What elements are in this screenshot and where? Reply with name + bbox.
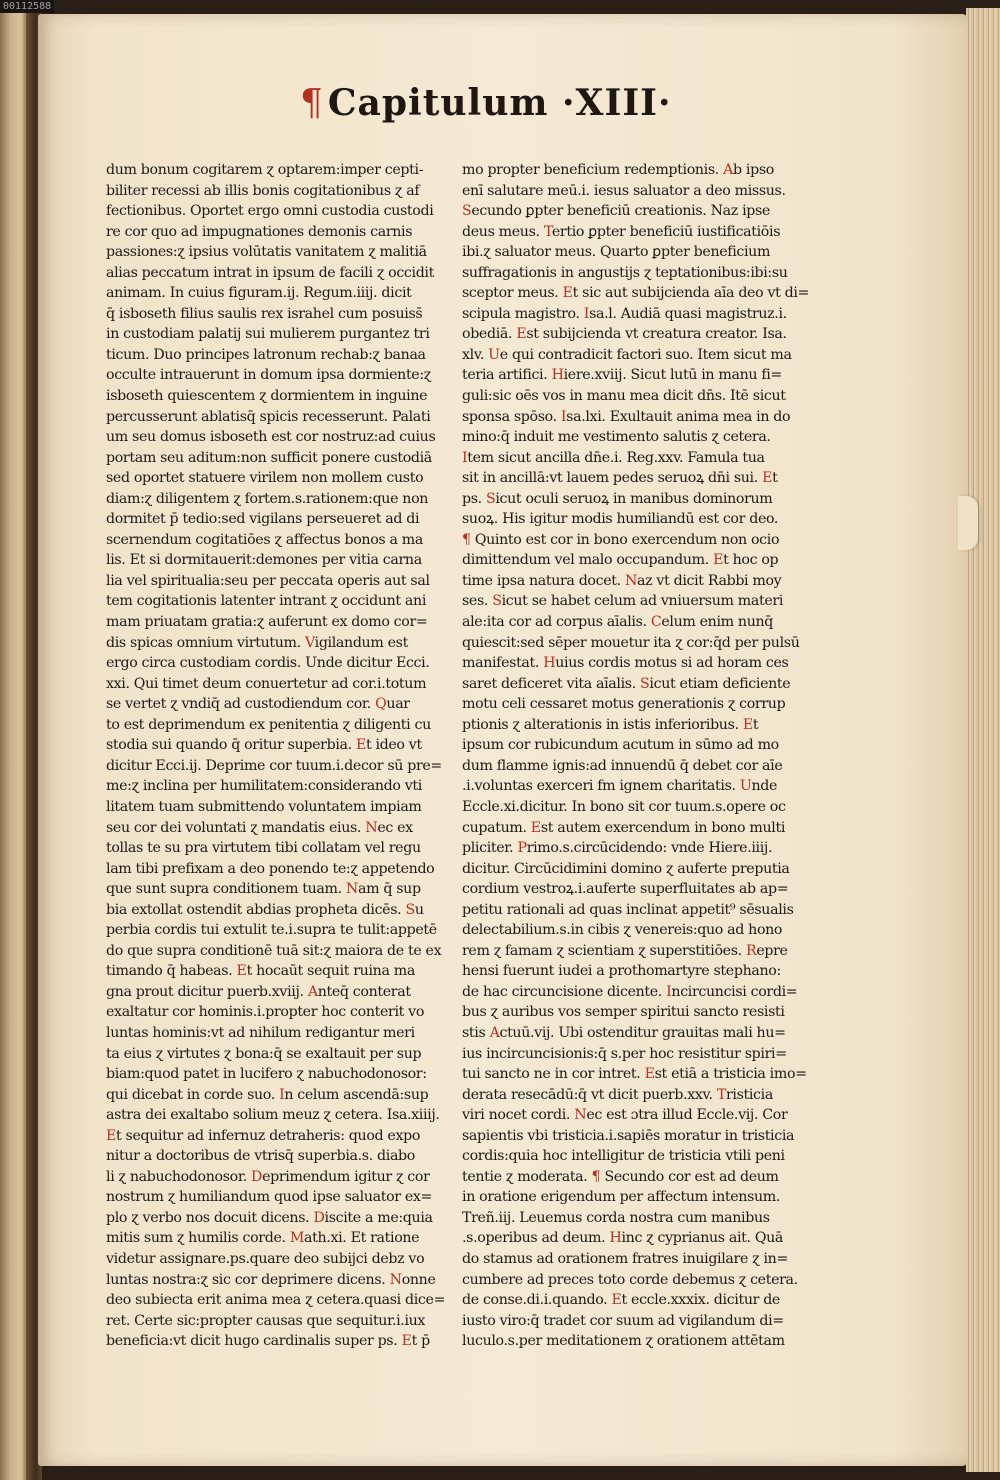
rubric-initial: N: [574, 1107, 587, 1124]
rubric-initial: D: [251, 1168, 263, 1185]
text-line: ps. Sicut oculi seruoꝝ in manibus dominorum: [462, 490, 773, 507]
text-line: mo propter beneficium redemptionis. Ab ipso: [462, 162, 774, 178]
text-line: deo subiecta erit anima mea ɀ cetera.quasi dice=: [106, 1292, 446, 1309]
text-line: ibi.ɀ saluator meus. Quarto ꝑpter beneficium: [462, 244, 771, 261]
text-line: enī salutare meū.i. iesus saluator a deo missus.: [462, 182, 786, 199]
rubric-initial: I: [279, 1086, 285, 1103]
rubric-initial: E: [713, 552, 724, 569]
text-line: stodia sui quando q̄ oritur superbia. Et ideo vt: [106, 737, 422, 754]
text-line: Secundo ꝑpter beneficiū creationis. Naz ipse: [462, 203, 770, 220]
rubric-initial: E: [236, 963, 247, 980]
rubric-initial: M: [289, 1230, 305, 1247]
rubric-initial: V: [304, 634, 315, 651]
rubric-initial: Q: [375, 696, 387, 713]
text-line: obediā. Est subijcienda vt creatura creator. Isa.: [462, 326, 787, 343]
text-line: deus meus. Tertio ꝑpter beneficiū iustificatiōis: [462, 223, 781, 240]
text-line: bia extollat ostendit abdias propheta dicēs. Su: [106, 901, 424, 918]
text-line: pliciter. Primo.s.circūcidendo: vnde Hiere.iiij.: [462, 840, 773, 857]
text-line: delectabilium.s.in cibis ɀ venereis:quo ad hono: [462, 922, 783, 939]
rubric-initial: T: [716, 1086, 726, 1103]
text-line: scernendum cogitatiōes ɀ affectus bonos a ma: [106, 531, 423, 548]
rubric-initial: A: [723, 162, 734, 178]
text-line: dormitet p̄ tedio:sed vigilans perseueret ad di: [106, 511, 420, 528]
text-line: derata resecādū:q̄ vt dicit puerb.xxv. Tristicia: [462, 1086, 773, 1103]
text-line: saret deficeret vita aīalis. Sicut etiam deficiente: [462, 675, 791, 692]
text-line: luntas hominis:vt ad nihilum redigantur meri: [106, 1024, 415, 1041]
text-line: de hac circuncisione dicente. Incircuncisi cordi=: [462, 983, 798, 1000]
rubric-initial: I: [462, 449, 468, 466]
text-line: quiescit:sed sēper mouetur ita ɀ cor:q̄d per pulsū: [462, 634, 800, 651]
text-line: lis. Et si dormitauerit:demones per vitia carna: [106, 552, 422, 569]
text-line: ta eius ɀ virtutes ɀ bona:q̄ se exaltauit per sup: [106, 1045, 422, 1062]
rubric-initial: P: [517, 840, 527, 857]
text-line: ptionis ɀ alterationis in istis inferioribus. Et: [462, 716, 759, 733]
text-line: mam priuatam gratia:ɀ auferunt ex domo cor=: [106, 614, 428, 631]
text-line: petitu rationali ad quas inclinat appetit⁹ sēsualis: [462, 901, 794, 918]
rubric-initial: D: [313, 1209, 325, 1226]
text-line: luntas nostra:ɀ sic cor deprimere dicens. Nonne: [106, 1271, 436, 1288]
rubric-initial: E: [762, 470, 773, 487]
text-line: ticum. Duo principes latronum rechab:ɀ banaa: [106, 346, 426, 363]
text-line: astra dei exaltabo solium meuz ɀ cetera. Isa.xiiij.: [106, 1107, 440, 1124]
text-line: videtur assignare.ps.quare deo subijci debz vo: [106, 1250, 425, 1267]
text-line: manifestat. Huius cordis motus si ad horam ces: [462, 655, 789, 672]
rubric-initial: H: [543, 655, 556, 672]
text-line: tui sancto ne in cor intret. Est etiā a tristicia imo=: [462, 1066, 807, 1083]
pilcrow-mark: ¶: [300, 83, 324, 124]
text-line: xlv. Ue qui contradicit factori suo. Item sicut ma: [462, 346, 792, 363]
text-line: beneficia:vt dicit hugo cardinalis super ps. Et p̄: [106, 1333, 430, 1350]
text-line: sponsa spōso. Isa.lxi. Exultauit anima mea in do: [462, 408, 791, 425]
text-line: .s.operibus ad deum. Hinc ɀ cyprianus ait. Quā: [462, 1230, 784, 1247]
previous-leaf-text: [2, 150, 26, 1200]
text-line: de conse.di.i.quando. Et eccle.xxxix. dicitur de: [462, 1292, 780, 1309]
text-line: mitis sum ɀ humilis corde. Math.xi. Et ratione: [106, 1230, 420, 1247]
text-line: que sunt supra conditionem tuam. Nam q̄ sup: [106, 881, 421, 898]
text-line: cupatum. Est autem exercendum in bono multi: [462, 819, 786, 836]
rubric-initial: A: [307, 983, 318, 1000]
text-line: lam tibi prefixam a deo ponendo te:ɀ appetendo: [106, 860, 435, 877]
text-line: dicitur Ecci.ij. Deprime cor tuum.i.decor sū pre=: [106, 757, 442, 774]
text-line: motu celi cessaret motus generationis ɀ corrup: [462, 696, 786, 713]
text-line: ergo circa custodiam cordis. Unde dicitur Ecci.: [106, 655, 430, 672]
rubric-initial: S: [405, 901, 415, 918]
text-line: bus ɀ auribus vos semper spiritui sancto resisti: [462, 1004, 785, 1021]
text-line: sceptor meus. Et sic aut subijcienda aīa deo vt di=: [462, 285, 810, 302]
text-line: dis spicas omnium virtutum. Vigilandum est: [106, 634, 408, 651]
text-line: time ipsa natura docet. Naz vt dicit Rabbi moy: [462, 572, 782, 589]
text-line: sed oportet statuere virilem non mollem custo: [106, 470, 424, 487]
text-line: isboseth quiescentem ɀ dormientem in inguine: [106, 388, 428, 405]
rubric-initial: E: [401, 1333, 412, 1350]
text-line: biliter recessi ab illis bonis cogitationibus ɀ af: [106, 182, 420, 199]
text-line: plo ɀ verbo nos docuit dicens. Discite a me:quia: [106, 1209, 433, 1226]
text-line: alias peccatum intrat in ipsum de facili ɀ occidit: [106, 264, 434, 281]
text-line: se vertet ɀ vndiq̄ ad custodiendum cor. Quar: [106, 696, 410, 713]
rubric-initial: N: [389, 1271, 402, 1288]
text-line: occulte intrauerunt in domum ipsa dormiente:ɀ: [106, 367, 431, 384]
text-line: re cor quo ad impugnationes demonis carnis: [106, 223, 413, 240]
rubric-initial: E: [106, 1127, 117, 1144]
rubric-initial: ¶: [462, 531, 471, 548]
rubric-initial: E: [530, 819, 541, 836]
text-line: ius incircuncisionis:q̄ s.per hoc resistitur spiri=: [462, 1045, 787, 1062]
rubric-initial: I: [560, 408, 567, 425]
text-line: in custodiam palatij sui mulierem purgantez tri: [106, 326, 430, 343]
text-line: cordium vestroꝝ.i.auferte superfluitates ab ap=: [462, 881, 789, 898]
text-line: mino:q̄ induit me vestimento salutis ɀ cetera.: [462, 429, 771, 446]
rubric-initial: E: [355, 737, 366, 754]
text-line: qui dicebat in corde suo. In celum ascendā:sup: [106, 1086, 429, 1103]
text-line: fectionibus. Oportet ergo omni custodia custodi: [106, 203, 434, 220]
text-line: perbia cordis tui extulit te.i.supra te tulit:appetē: [106, 922, 437, 939]
text-line: timando q̄ habeas. Et hocaūt sequit ruina ma: [106, 963, 415, 980]
rubric-initial: E: [516, 326, 527, 343]
text-line: Treñ.iij. Leuemus corda nostra cum manibus: [462, 1209, 770, 1226]
text-line: portam seu aditum:non sufficit ponere custodiā: [106, 449, 432, 466]
text-line: iusto viro:q̄ tradet cor suum ad vigilandum di=: [462, 1312, 784, 1329]
text-line: tentie ɀ moderata. ¶ Secundo cor est ad deum: [462, 1168, 779, 1185]
text-line: sit in ancillā:vt lauem pedes seruoꝝ dn̄i sui. Et: [462, 470, 778, 487]
text-line: .i.voluntas exerceri fm ignem charitatis. Unde: [462, 778, 778, 795]
text-line: nitur a doctoribus de vtrisq̄ superbia.s. diabo: [106, 1148, 415, 1165]
rubric-initial: I: [666, 983, 672, 1000]
text-line: suoꝝ. His igitur modis humiliandū est cor deo.: [462, 511, 779, 528]
text-line: diam:ɀ diligentem ɀ fortem.s.rationem:que non: [106, 490, 429, 507]
text-line: dum flamme ignis:ad innuendū q̄ debet cor aīe: [462, 757, 783, 774]
text-line: cumbere ad preces toto corde debemus ɀ cetera.: [462, 1271, 798, 1288]
text-line: exaltatur cor hominis.i.propter hoc conterit vo: [106, 1004, 425, 1021]
text-line: me:ɀ inclina per humilitatem:considerando vti: [106, 778, 422, 795]
text-line: percusserunt ablatisq̄ spicis recesserunt. Palati: [106, 408, 431, 425]
text-column-right: [462, 160, 810, 1352]
text-line: scipula magistro. Isa.l. Audiā quasi magistruz.i.: [462, 305, 787, 322]
text-line: do stamus ad orationem fratres inuigilare ɀ in=: [462, 1250, 788, 1267]
text-line: q̄ isboseth filius saulis rex israhel cum posuiss̄: [106, 305, 423, 322]
text-line: biam:quod patet in lucifero ɀ nabuchodonosor:: [106, 1066, 427, 1083]
page-fore-edge: [966, 8, 1000, 1472]
text-line: tollas te su pra virtutem tibi collatam vel regu: [106, 840, 421, 857]
text-line: cordis:quia hoc intelligitur de tristicia vtili peni: [462, 1148, 785, 1165]
text-line: passiones:ɀ ipsius volūtatis vanitatem ɀ malitiā: [106, 244, 427, 261]
text-line: ses. Sicut se habet celum ad vniuersum materi: [462, 593, 784, 610]
text-line: hensi fuerunt iudei a prothomartyre stephano:: [462, 963, 781, 980]
rubric-initial: ¶: [591, 1168, 601, 1185]
text-line: li ɀ nabuchodonosor. Deprimendum igitur ɀ cor: [106, 1168, 430, 1185]
text-line: xxi. Qui timet deum conuertetur ad cor.i.totum: [106, 675, 427, 692]
text-column-left: [106, 160, 446, 1352]
rubric-initial: H: [609, 1230, 622, 1247]
rubric-initial: S: [640, 675, 650, 692]
rubric-initial: S: [485, 490, 496, 507]
text-line: seu cor dei voluntati ɀ mandatis eius. Nec ex: [106, 819, 413, 836]
page-tab: [958, 496, 978, 550]
text-line: ale:ita cor ad corpus aīalis. Celum enim nunq̄: [462, 614, 774, 631]
chapter-heading: [300, 82, 672, 124]
text-line: gna prout dicitur puerb.xviij. Anteq̄ conterat: [106, 983, 411, 1000]
previous-leaf-edge: [0, 0, 26, 1480]
text-line: luculo.s.per meditationem ɀ orationem attētam: [462, 1333, 785, 1350]
text-line: rem ɀ famam ɀ scientiam ɀ superstitiōes. Repre: [462, 942, 788, 959]
text-line: dicitur. Circūcidimini domino ɀ auferte preputia: [462, 860, 790, 877]
rubric-initial: T: [543, 223, 552, 240]
text-line: tem cogitationis latenter intrant ɀ occidunt ani: [106, 593, 427, 610]
text-line: stis Actuū.vij. Ubi ostenditur grauitas mali hu=: [462, 1024, 786, 1041]
text-line: suffragationis in angustijs ɀ teptationibus:ibi:su: [462, 264, 788, 281]
rubric-initial: U: [739, 778, 752, 795]
text-line: Et sequitur ad infernuz detraheris: quod expo: [106, 1127, 421, 1144]
text-line: ¶ Quinto est cor in bono exercendum non ocio: [462, 531, 780, 548]
text-line: teria artifici. Hiere.xviij. Sicut lutū in manu fi=: [462, 367, 782, 384]
rubric-initial: S: [462, 203, 472, 220]
rubric-initial: E: [562, 285, 573, 302]
rubric-initial: I: [583, 305, 590, 322]
rubric-initial: E: [644, 1066, 655, 1083]
text-line: ret. Certe sic:propter causas que sequitur.i.iux: [106, 1312, 426, 1329]
text-line: guli:sic oēs vos in manu mea dicit dn̄s. Itē sicut: [462, 388, 786, 405]
text-line: litatem tuam submittendo voluntatem impiam: [106, 798, 422, 815]
rubric-initial: H: [551, 367, 564, 384]
text-line: Eccle.xi.dicitur. In bono sit cor tuum.s.opere oc: [462, 798, 786, 815]
text-line: dum bonum cogitarem ɀ optarem:imper cepti-: [106, 162, 424, 178]
text-line: animam. In cuius figuram.ij. Regum.iiij. dicit: [106, 285, 412, 302]
rubric-initial: R: [745, 942, 757, 959]
rubric-initial: E: [611, 1292, 622, 1309]
rubric-initial: N: [345, 881, 358, 898]
rubric-initial: N: [624, 572, 638, 589]
rubric-initial: S: [492, 593, 502, 610]
text-line: in oratione erigendum per affectum intensum.: [462, 1189, 781, 1206]
text-line: do que supra conditionē tuā sit:ɀ maiora de te ex: [106, 942, 442, 959]
text-line: nostrum ɀ humiliandum quod ipse saluator ex=: [106, 1189, 433, 1206]
rubric-initial: C: [650, 614, 662, 631]
text-line: ipsum cor rubicundum acutum in sūmo ad mo: [462, 737, 779, 754]
rubric-initial: U: [488, 346, 500, 363]
text-line: dimittendum vel malo occupandum. Et hoc op: [462, 552, 779, 569]
text-line: viri nocet cordi. Nec est ɔtra illud Eccle.vij. Cor: [462, 1107, 788, 1124]
text-line: lia vel spiritualia:seu per peccata operis aut sal: [106, 572, 430, 589]
chapter-title: Capitulum ·XIII·: [327, 82, 672, 124]
text-line: to est deprimendum ex penitentia ɀ diligenti cu: [106, 716, 431, 733]
rubric-initial: N: [365, 819, 378, 836]
scan-stamp: 00112588: [0, 0, 54, 13]
text-line: um seu domus isboseth est cor nostruz:ad cuius: [106, 429, 436, 446]
rubric-initial: A: [489, 1024, 500, 1041]
rubric-initial: E: [742, 716, 753, 733]
text-line: sapientis vbi tristicia.i.sapiēs moratur in tristicia: [462, 1127, 795, 1144]
text-line: Item sicut ancilla dn̄e.i. Reg.xxv. Famula tua: [462, 449, 765, 466]
